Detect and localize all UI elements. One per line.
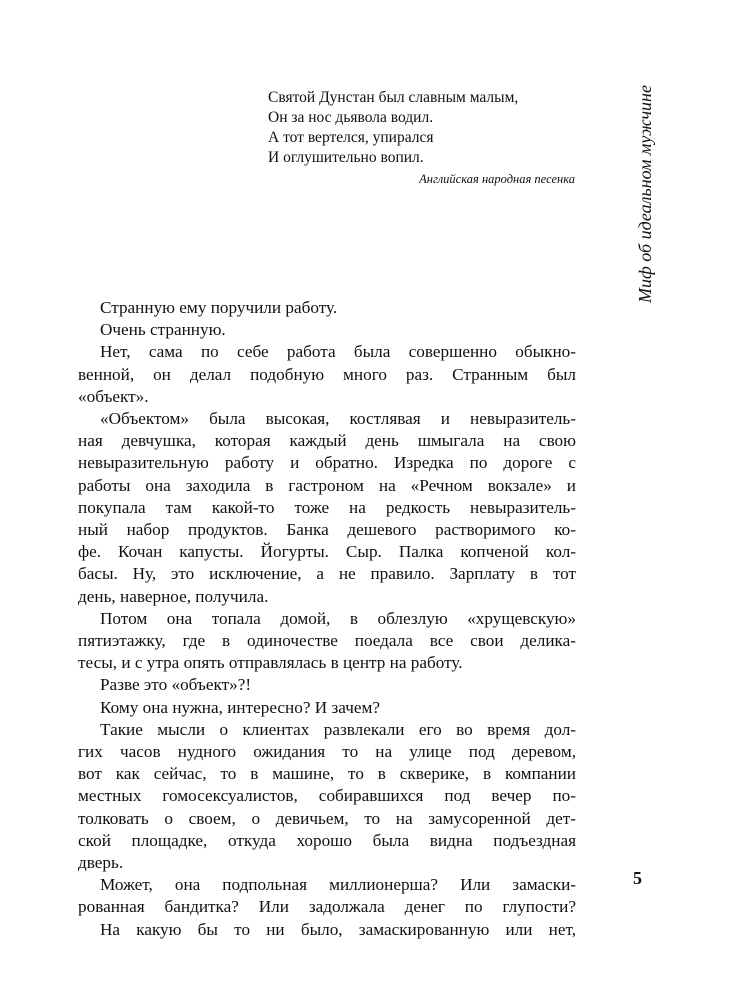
body-text xyxy=(78,297,576,941)
epigraph-line: И оглушительно вопил. xyxy=(268,149,424,166)
text-line: тесы, и с утра опять отправлялась в центр на работу. xyxy=(78,653,463,673)
text-line: Нет, сама по себе работа была совершенно обыкно- xyxy=(100,342,576,362)
text-line: ской площадке, откуда хорошо была видна подъездная xyxy=(78,830,576,850)
text-line: толковать о своем, о девичьем, то на замусоренной дет- xyxy=(78,808,576,828)
text-line: дверь. xyxy=(78,853,124,873)
epigraph-line: А тот вертелся, упирался xyxy=(268,129,434,146)
text-line: покупала там какой-то тоже на редкость невыразитель- xyxy=(78,497,576,517)
text-line: «объект». xyxy=(78,386,149,406)
text-line: венной, он делал подобную много раз. Странным был xyxy=(78,364,576,384)
text-line: день, наверное, получила. xyxy=(78,586,269,606)
epigraph xyxy=(268,88,588,188)
text-line: Может, она подпольная миллионерша? Или замаски- xyxy=(100,875,576,895)
text-line: Разве это «объект»?! xyxy=(100,675,252,695)
text-line: Очень странную. xyxy=(100,320,226,340)
running-title: Миф об идеальном мужчине xyxy=(635,85,655,303)
text-line: работы она заходила в гастроном на «Речном вокзале» и xyxy=(78,475,576,495)
text-line: басы. Ну, это исключение, а не правило. Зарплату в тот xyxy=(78,564,576,584)
text-line: вот как сейчас, то в машине, то в скверике, в компании xyxy=(78,764,576,784)
text-line: ная девчушка, которая каждый день шмыгала на свою xyxy=(78,431,576,451)
text-line: ный набор продуктов. Банка дешевого растворимого ко- xyxy=(78,520,576,540)
text-line: пятиэтажку, где в одиночестве поедала все свои делика- xyxy=(78,631,576,651)
text-line: «Объектом» была высокая, костлявая и невыразитель- xyxy=(100,409,576,429)
text-line: Кому она нужна, интересно? И зачем? xyxy=(100,697,380,717)
text-line: На какую бы то ни было, замаскированную или нет, xyxy=(100,919,576,939)
page-number: 5 xyxy=(633,868,642,888)
text-line: фе. Кочан капусты. Йогурты. Сыр. Палка копченой кол- xyxy=(78,542,576,562)
epigraph-source: Английская народная песенка xyxy=(419,172,575,186)
text-line: Потом она топала домой, в облезлую «хрущевскую» xyxy=(100,608,576,628)
text-line: Странную ему поручили работу. xyxy=(100,298,338,317)
text-line: Такие мысли о клиентах развлекали его во время дол- xyxy=(100,719,576,739)
epigraph-line: Он за нос дьявола водил. xyxy=(268,109,434,126)
epigraph-line: Святой Дунстан был славным малым, xyxy=(268,89,519,106)
text-line: невыразительную работу и обратно. Изредка по дороге с xyxy=(78,453,576,473)
text-line: гих часов нудного ожидания то на улице под деревом, xyxy=(78,742,576,762)
text-line: рованная бандитка? Или задолжала денег по глупости? xyxy=(78,897,576,917)
text-line: местных гомосексуалистов, собиравшихся под вечер по- xyxy=(78,786,576,806)
